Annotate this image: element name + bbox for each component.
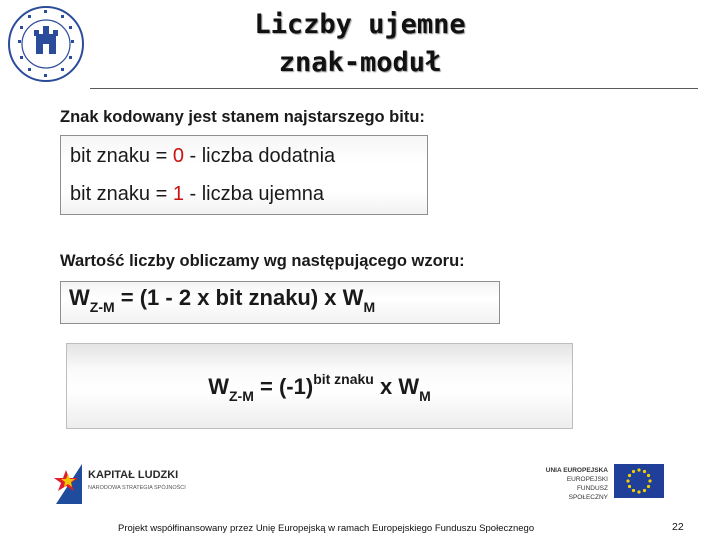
eu-fund-logo [536, 464, 666, 500]
university-seal-logo [6, 4, 86, 84]
rule-suffix: - liczba ujemna [183, 183, 325, 205]
formula-box-2 [66, 343, 573, 429]
eu-line-3: FUNDUSZ SPOŁECZNY [568, 485, 608, 501]
slide-title [150, 6, 570, 82]
star-icon [52, 460, 86, 504]
formula-subscript: M [419, 388, 431, 404]
formula-linear [69, 285, 376, 315]
sign-bit-rules-box [60, 135, 428, 215]
rule-suffix: - liczba dodatnia [183, 145, 336, 167]
title-line-2: znak-moduł [278, 47, 442, 78]
title-line-1: Liczby ujemne [254, 9, 466, 40]
formula-superscript: bit znaku [313, 371, 374, 387]
eu-line-2: EUROPEJSKI [566, 476, 608, 483]
eu-line-1: UNIA EUROPEJSKA [545, 467, 608, 474]
formula-intro-text: Wartość liczby obliczamy wg następującego wzoru: [60, 252, 465, 270]
kapital-title: KAPITAŁ LUDZKI [88, 469, 179, 481]
page-number: 22 [672, 521, 684, 533]
formula-subscript: Z-M [89, 299, 115, 315]
title-divider [90, 88, 698, 89]
eu-fund-text [536, 466, 608, 502]
formula-power [67, 371, 572, 404]
project-funding-text: Projekt współfinansowany przez Unię Europejską w ramach Europejskiego Funduszu Społecznego [118, 523, 535, 534]
rule-bit-value: 0 [172, 145, 184, 167]
formula-subscript: M [363, 299, 376, 315]
rule-bit-value: 1 [172, 183, 184, 205]
eu-flag-icon [614, 464, 664, 498]
sign-bit-rule-positive [70, 145, 335, 168]
formula-symbol: W [208, 374, 229, 399]
formula-expression: x W [373, 374, 420, 399]
kapital-subtitle: NARODOWA STRATEGIA SPÓJNOŚCI [88, 485, 186, 491]
formula-expression: = (1 - 2 x bit znaku) x W [114, 285, 364, 310]
kapital-ludzki-logo [52, 460, 202, 504]
formula-box-1 [60, 281, 500, 324]
formula-symbol: W [69, 285, 90, 310]
rule-prefix: bit znaku = [70, 183, 173, 205]
sign-bit-rule-negative [70, 183, 324, 206]
rule-prefix: bit znaku = [70, 145, 173, 167]
formula-expression: = (-1) [253, 374, 314, 399]
formula-subscript: Z-M [229, 388, 254, 404]
intro-text: Znak kodowany jest stanem najstarszego bitu: [60, 108, 425, 126]
